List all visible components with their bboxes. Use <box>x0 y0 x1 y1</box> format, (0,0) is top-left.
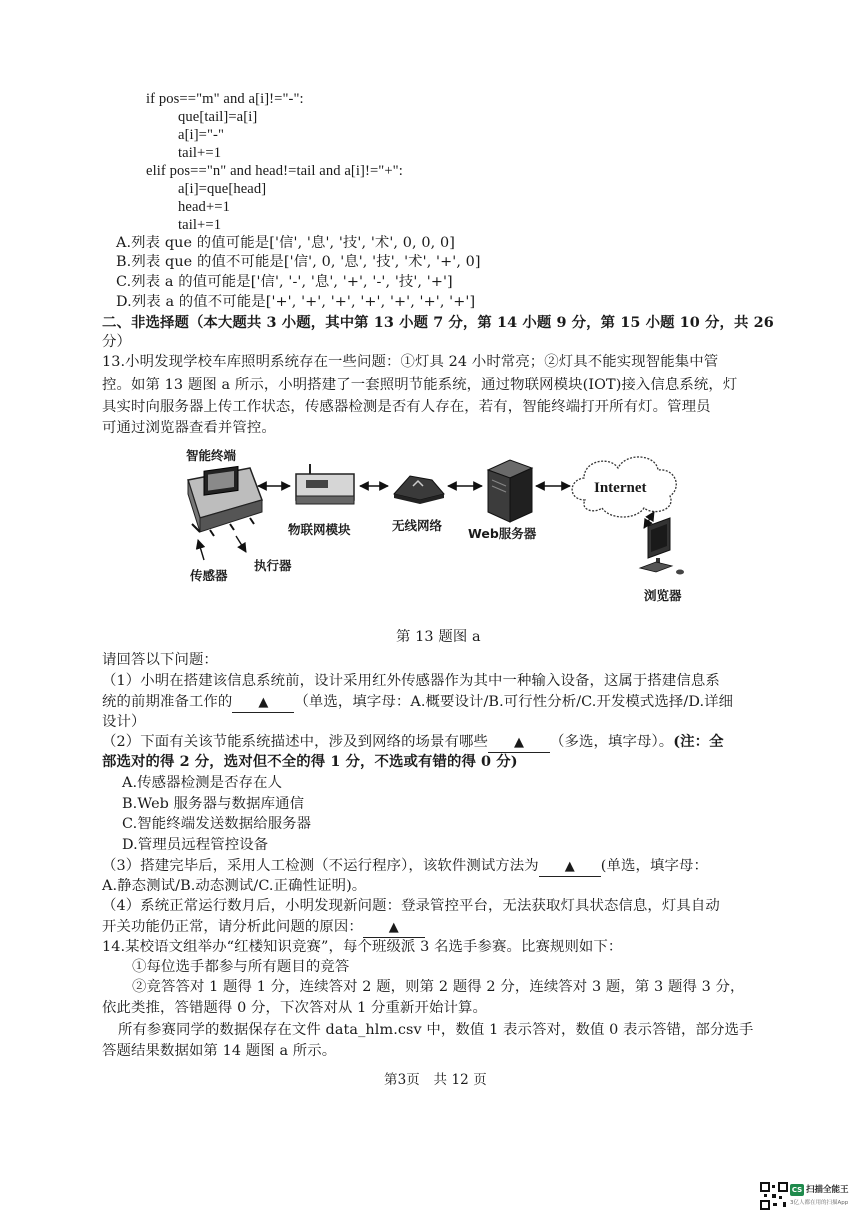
q13-part3-text-a: （3）搭建完毕后，采用人工检测（不运行程序），该软件测试方法为 <box>102 858 539 874</box>
q13-part2-line1 <box>102 733 724 753</box>
code-line-7: head+=1 <box>178 199 231 215</box>
q13-part2-option-b: B.Web 服务器与数据库通信 <box>122 796 305 812</box>
label-iot-module: 物联网模块 <box>288 522 351 537</box>
q13-part2-text-b: （多选，填字母）。 <box>550 734 674 750</box>
q13-part4-answer-blank: ▲ <box>363 919 425 938</box>
smart-terminal-icon <box>188 466 262 536</box>
label-smart-terminal: 智能终端 <box>186 448 237 463</box>
scanner-brand: 扫描全能王 <box>806 1185 849 1195</box>
q12-option-a: A.列表 que 的值可能是['信', '息', '技', '术', 0, 0, 0] <box>116 235 455 251</box>
q13-part1-line3: 设计） <box>102 714 146 730</box>
q14-rule2b: 依此类推，答错题得 0 分，下次答对从 1 分重新开始计算。 <box>102 1000 487 1016</box>
q13-intro-4: 可通过浏览器查看并管控。 <box>102 420 276 436</box>
code-line-5: elif pos=="n" and head!=tail and a[i]!="+": <box>146 163 403 179</box>
q14-rule2a: ②竞答答对 1 题得 1 分，连续答对 2 题，则第 2 题得 2 分，连续答对 3 题，第 3 题得 3 分， <box>132 979 745 995</box>
q13-part1-line2 <box>102 693 733 713</box>
q13-part1-text-a: 统的前期准备工作的 <box>102 694 233 710</box>
q13-part3-line1 <box>102 857 708 877</box>
iot-module-icon <box>296 464 354 504</box>
q13-part4-text: 开关功能仍正常，请分析此问题的原因： <box>102 919 363 935</box>
q14-rule1: ①每位选手都参与所有题目的竞答 <box>132 959 350 975</box>
section-heading <box>102 314 774 332</box>
code-line-4: tail+=1 <box>178 145 222 161</box>
cs-logo-text: CS <box>791 1186 803 1194</box>
q14-data1: 所有参赛同学的数据保存在文件 data_hlm.csv 中，数值 1 表示答对，数值 0 表示答错，部分选手 <box>118 1022 754 1038</box>
scanner-sub: 3亿人都在用的扫描App <box>790 1200 849 1206</box>
label-web-server: Web服务器 <box>468 526 537 541</box>
code-line-1: if pos=="m" and a[i]!="-": <box>146 91 304 107</box>
wireless-router-icon <box>394 476 444 504</box>
q13-part2-note: (注：全 <box>673 733 724 750</box>
section-heading-cont: 分） <box>102 334 131 350</box>
q14-data2: 答题结果数据如第 14 题图 a 所示。 <box>102 1043 337 1059</box>
q13-intro-2: 控。如第 13 题图 a 所示，小明搭建了一套照明节能系统，通过物联网模块(IOT)接入信息系统，灯 <box>102 377 738 393</box>
q13-part1-text-b: （单选，填字母：A.概要设计/B.可行性分析/C.开发模式选择/D.详细 <box>294 694 734 710</box>
q12-option-d: D.列表 a 的值不可能是['+', '+', '+', '+', '+', '+', '+'] <box>116 294 476 310</box>
q13-part3-text-b: (单选，填字母： <box>600 858 708 874</box>
system-diagram <box>170 440 710 610</box>
figure-caption: 第 13 题图 a <box>396 629 481 645</box>
page-footer: 第3页 共 12 页 <box>384 1072 487 1088</box>
label-wireless-network: 无线网络 <box>392 518 443 533</box>
q13-part2-option-c: C.智能终端发送数据给服务器 <box>122 816 312 832</box>
q13-part4-line2 <box>102 918 425 938</box>
q13-intro-3: 具实时向服务器上传工作状态，传感器检测是否有人存在，若有，智能终端打开所有灯。管理员 <box>102 399 711 415</box>
label-actuator: 执行器 <box>254 558 292 573</box>
q13-part4-line1: （4）系统正常运行数月后，小明发现新问题：登录管控平台，无法获取灯具状态信息，灯具自动 <box>102 898 720 914</box>
label-browser: 浏览器 <box>644 588 682 603</box>
q13-prompt: 请回答以下问题： <box>102 652 218 668</box>
section-heading-text: 二、非选择题（本大题共 3 小题，其中第 13 小题 7 分，第 14 小题 9 分，第 15 小题 10 分，共 26 <box>102 314 774 331</box>
label-internet: Internet <box>594 480 647 496</box>
browser-computer-icon <box>640 518 684 575</box>
code-line-3: a[i]="-" <box>178 127 225 143</box>
q13-part3-answer-blank: ▲ <box>539 858 601 877</box>
scanner-watermark <box>760 1176 860 1220</box>
q12-option-c: C.列表 a 的值可能是['信', '-', '息', '+', '-', '技', '+'] <box>116 274 453 290</box>
q13-part2-answer-blank: ▲ <box>488 734 550 753</box>
label-sensor: 传感器 <box>190 568 228 583</box>
q13-intro-1: 13.小明发现学校车库照明系统存在一些问题：①灯具 24 小时常亮；②灯具不能实现智能集中管 <box>102 354 719 370</box>
qr-code-icon <box>760 1182 788 1210</box>
q13-part3-line2: A.静态测试/B.动态测试/C.正确性证明)。 <box>102 878 367 894</box>
q13-part1-answer-blank: ▲ <box>232 694 294 713</box>
q13-part2-line2: 部选对的得 2 分，选对但不全的得 1 分，不选或有错的得 0 分) <box>102 753 518 770</box>
q13-part2-text-a: （2）下面有关该节能系统描述中，涉及到网络的场景有哪些 <box>102 734 489 750</box>
code-line-2: que[tail]=a[i] <box>178 109 258 125</box>
code-line-6: a[i]=que[head] <box>178 181 267 197</box>
web-server-icon <box>488 460 532 522</box>
q14-line1: 14.某校语文组举办“红楼知识竞赛”，每个班级派 3 名选手参赛。比赛规则如下： <box>102 939 623 955</box>
q13-part2-option-d: D.管理员远程管控设备 <box>122 837 269 853</box>
q13-part1-line1: （1）小明在搭建该信息系统前，设计采用红外传感器作为其中一种输入设备，这属于搭建信息系 <box>102 673 720 689</box>
code-line-8: tail+=1 <box>178 217 222 233</box>
cs-logo-icon <box>790 1184 804 1196</box>
q12-option-b: B.列表 que 的值不可能是['信', 0, '息', '技', '术', '+', 0] <box>116 254 481 270</box>
q13-part2-option-a: A.传感器检测是否存在人 <box>122 775 283 791</box>
